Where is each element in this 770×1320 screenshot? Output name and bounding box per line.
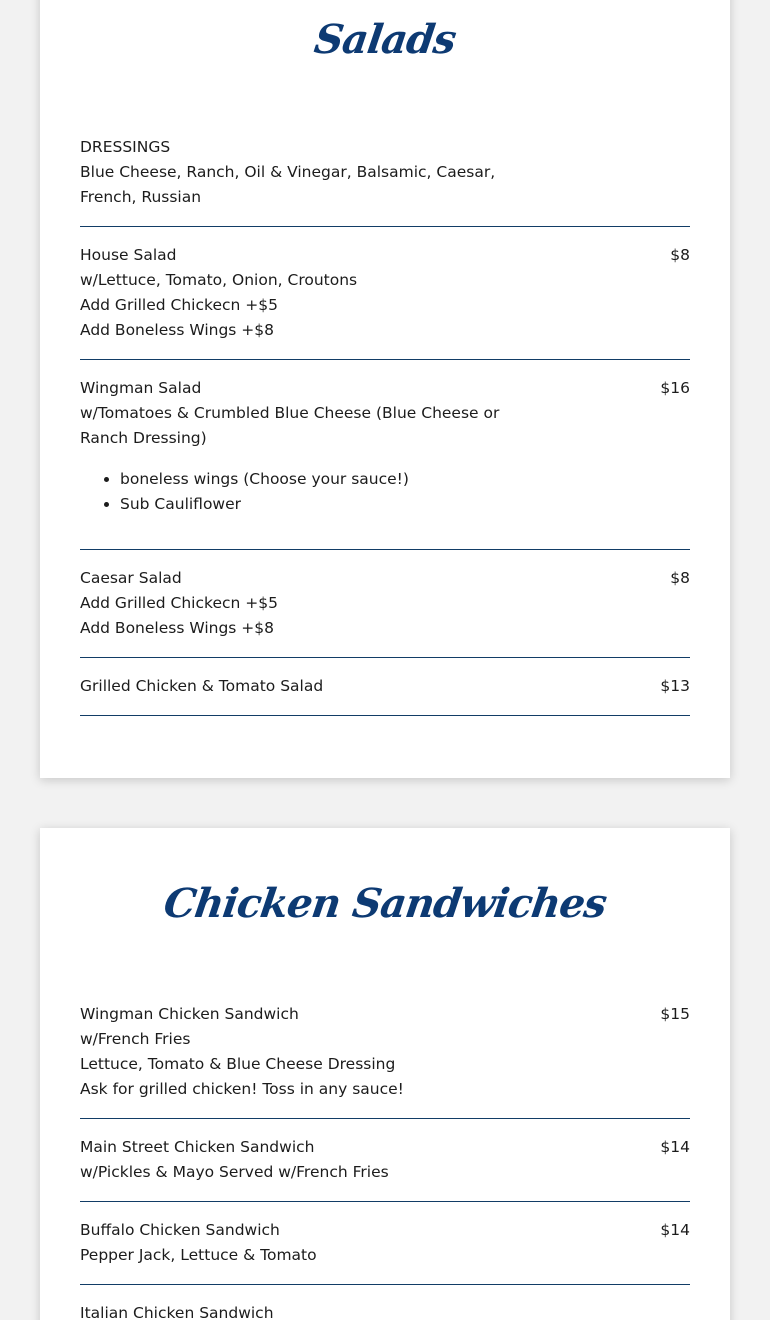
salads-list [80, 135, 690, 732]
item-price: $14 [660, 1138, 690, 1156]
dressings-block [80, 135, 690, 227]
item-description: w/Lettuce, Tomato, Onion, Croutons [80, 271, 358, 289]
item-name: Italian Chicken Sandwich [80, 1304, 274, 1320]
item-name: Grilled Chicken & Tomato Salad [80, 677, 324, 695]
item-description: Lettuce, Tomato & Blue Cheese Dressing [80, 1055, 396, 1073]
item-addon: Add Grilled Chickecn +$5 [80, 594, 278, 612]
item-name: Wingman Salad [80, 379, 202, 397]
item-name: Main Street Chicken Sandwich [80, 1138, 315, 1156]
item-description: Pepper Jack, Lettuce & Tomato [80, 1246, 317, 1264]
item-name: Buffalo Chicken Sandwich [80, 1221, 280, 1239]
item-addon: Add Boneless Wings +$8 [80, 619, 274, 637]
item-price: $8 [670, 246, 690, 264]
salads-title: Salads [311, 16, 459, 63]
salads-section [40, 0, 730, 778]
menu-item-wingman-salad [80, 376, 690, 550]
item-description: w/French Fries [80, 1030, 191, 1048]
sandwiches-list [80, 1002, 690, 1320]
menu-item-house-salad [80, 243, 690, 360]
menu-item-wingman-chicken-sandwich [80, 1002, 690, 1119]
item-option: • Sub Cauliflower [120, 492, 690, 517]
menu-item-italian-chicken-sandwich [80, 1301, 690, 1320]
item-name: Caesar Salad [80, 569, 182, 587]
menu-item-grilled-chicken-tomato-salad [80, 674, 690, 716]
dressings-label: DRESSINGS [80, 138, 171, 156]
item-option: • boneless wings (Choose your sauce!) [120, 467, 690, 492]
item-price: $8 [670, 569, 690, 587]
dressings-text: Blue Cheese, Ranch, Oil & Vinegar, Balsamic, Caesar, French, Russian [80, 163, 496, 206]
item-name: House Salad [80, 246, 177, 264]
item-description: w/Pickles & Mayo Served w/French Fries [80, 1163, 389, 1181]
item-price: $15 [660, 1005, 690, 1023]
item-price: $14 [660, 1221, 690, 1239]
item-description: Ask for grilled chicken! Toss in any sauce! [80, 1080, 404, 1098]
menu-item-main-street-chicken-sandwich [80, 1135, 690, 1202]
item-price: $13 [660, 677, 690, 695]
menu-item-buffalo-chicken-sandwich [80, 1218, 690, 1285]
item-price: $16 [660, 379, 690, 397]
item-addon: Add Boneless Wings +$8 [80, 321, 274, 339]
item-description: w/Tomatoes & Crumbled Blue Cheese (Blue Cheese or Ranch Dressing) [80, 404, 500, 447]
item-options-list [80, 467, 690, 517]
item-addon: Add Grilled Chickecn +$5 [80, 296, 278, 314]
chicken-sandwiches-title: Chicken Sandwiches [160, 880, 610, 927]
chicken-sandwiches-section [40, 828, 730, 1320]
menu-item-caesar-salad [80, 566, 690, 658]
item-name: Wingman Chicken Sandwich [80, 1005, 299, 1023]
